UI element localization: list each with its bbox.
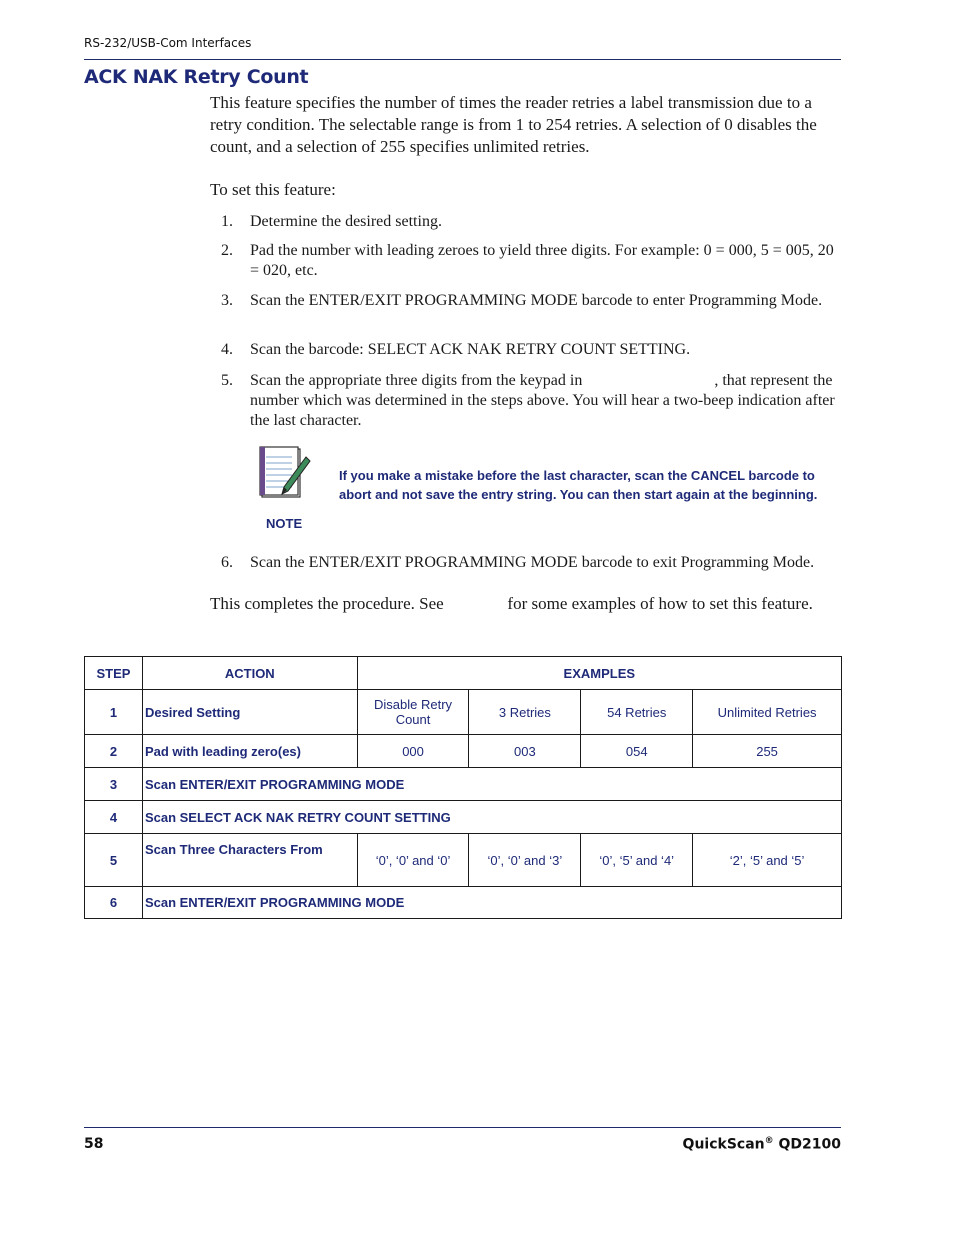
step-cell: 4 — [85, 801, 143, 834]
table-row — [85, 735, 842, 768]
example-cell: 000 — [357, 735, 469, 768]
table-row — [85, 690, 842, 735]
header-rule — [84, 59, 841, 60]
step-number: 2. — [221, 242, 233, 259]
note-text: If you make a mistake before the last character, scan the CANCEL barcode to abort and not save the entry string. You can then start again at the beginning. — [339, 468, 818, 502]
table-row — [85, 768, 842, 801]
product-brand: QuickScan — [682, 1136, 765, 1153]
header-step: STEP — [85, 657, 143, 690]
examples-table — [84, 656, 842, 919]
example-cell: 054 — [581, 735, 693, 768]
step-cell: 2 — [85, 735, 143, 768]
action-cell: Scan ENTER/EXIT PROGRAMMING MODE — [142, 887, 841, 919]
table-row — [85, 801, 842, 834]
example-cell: ‘0’, ‘0’ and ‘0’ — [357, 834, 469, 887]
action-cell: Scan SELECT ACK NAK RETRY COUNT SETTING — [142, 801, 841, 834]
step-text: Scan the appropriate three digits from the keypad in , that represent the number which was determined in the steps above. You will hear a two-beep indication after the last character. — [250, 372, 839, 429]
example-cell: 3 Retries — [469, 690, 581, 735]
example-cell: ‘0’, ‘0’ and ‘3’ — [469, 834, 581, 887]
section-title: ACK NAK Retry Count — [84, 66, 309, 88]
to-set-label: To set this feature: — [210, 180, 336, 199]
example-cell: 255 — [693, 735, 842, 768]
step-text: Pad the number with leading zeroes to yield three digits. For example: 0 = 000, 5 = 005, 20 = 020, etc. — [250, 242, 834, 279]
action-cell: Desired Setting — [142, 690, 357, 735]
step-text: Scan the ENTER/EXIT PROGRAMMING MODE barcode to exit Programming Mode. — [250, 554, 815, 571]
action-cell: Scan ENTER/EXIT PROGRAMMING MODE — [142, 768, 841, 801]
intro-paragraph: This feature specifies the number of times the reader retries a label transmission due to a retry condition. The selectable range is from 1 to 254 retries. A selection of 0 disables the count, and a selection of 255 specifies unlimited retries. — [210, 93, 817, 156]
product-model: QD2100 — [773, 1136, 841, 1153]
table-header-row — [85, 657, 842, 690]
step-number: 3. — [221, 292, 233, 309]
registered-mark: ® — [764, 1136, 774, 1146]
example-cell: Unlimited Retries — [693, 690, 842, 735]
note-label: NOTE — [266, 516, 303, 531]
product-name — [683, 1136, 841, 1153]
example-cell: 54 Retries — [581, 690, 693, 735]
step-number: 6. — [221, 554, 233, 571]
step-text: Scan the ENTER/EXIT PROGRAMMING MODE barcode to enter Programming Mode. — [250, 292, 823, 309]
action-cell: Pad with leading zero(es) — [142, 735, 357, 768]
table-row — [85, 834, 842, 887]
completion-paragraph: This completes the procedure. See for some examples of how to set this feature. — [210, 594, 813, 613]
page-number: 58 — [84, 1136, 104, 1152]
step-cell: 1 — [85, 690, 143, 735]
footer-rule — [84, 1127, 841, 1128]
table-row — [85, 887, 842, 919]
example-cell: ‘2’, ‘5’ and ‘5’ — [693, 834, 842, 887]
example-cell: 003 — [469, 735, 581, 768]
example-cell: ‘0’, ‘5’ and ‘4’ — [581, 834, 693, 887]
action-cell: Scan Three Characters From — [142, 834, 357, 887]
example-cell: Disable Retry Count — [357, 690, 469, 735]
header-examples: EXAMPLES — [357, 657, 841, 690]
running-header: RS-232/USB-Com Interfaces — [84, 36, 252, 50]
header-action: ACTION — [142, 657, 357, 690]
step-number: 5. — [221, 372, 233, 389]
step-text: Determine the desired setting. — [250, 213, 442, 230]
note-pad-icon — [258, 443, 314, 501]
step-cell: 6 — [85, 887, 143, 919]
step-cell: 3 — [85, 768, 143, 801]
step-text: Scan the barcode: SELECT ACK NAK RETRY COUNT SETTING. — [250, 341, 691, 358]
step-number: 1. — [221, 213, 233, 230]
step-cell: 5 — [85, 834, 143, 887]
step-number: 4. — [221, 341, 233, 358]
